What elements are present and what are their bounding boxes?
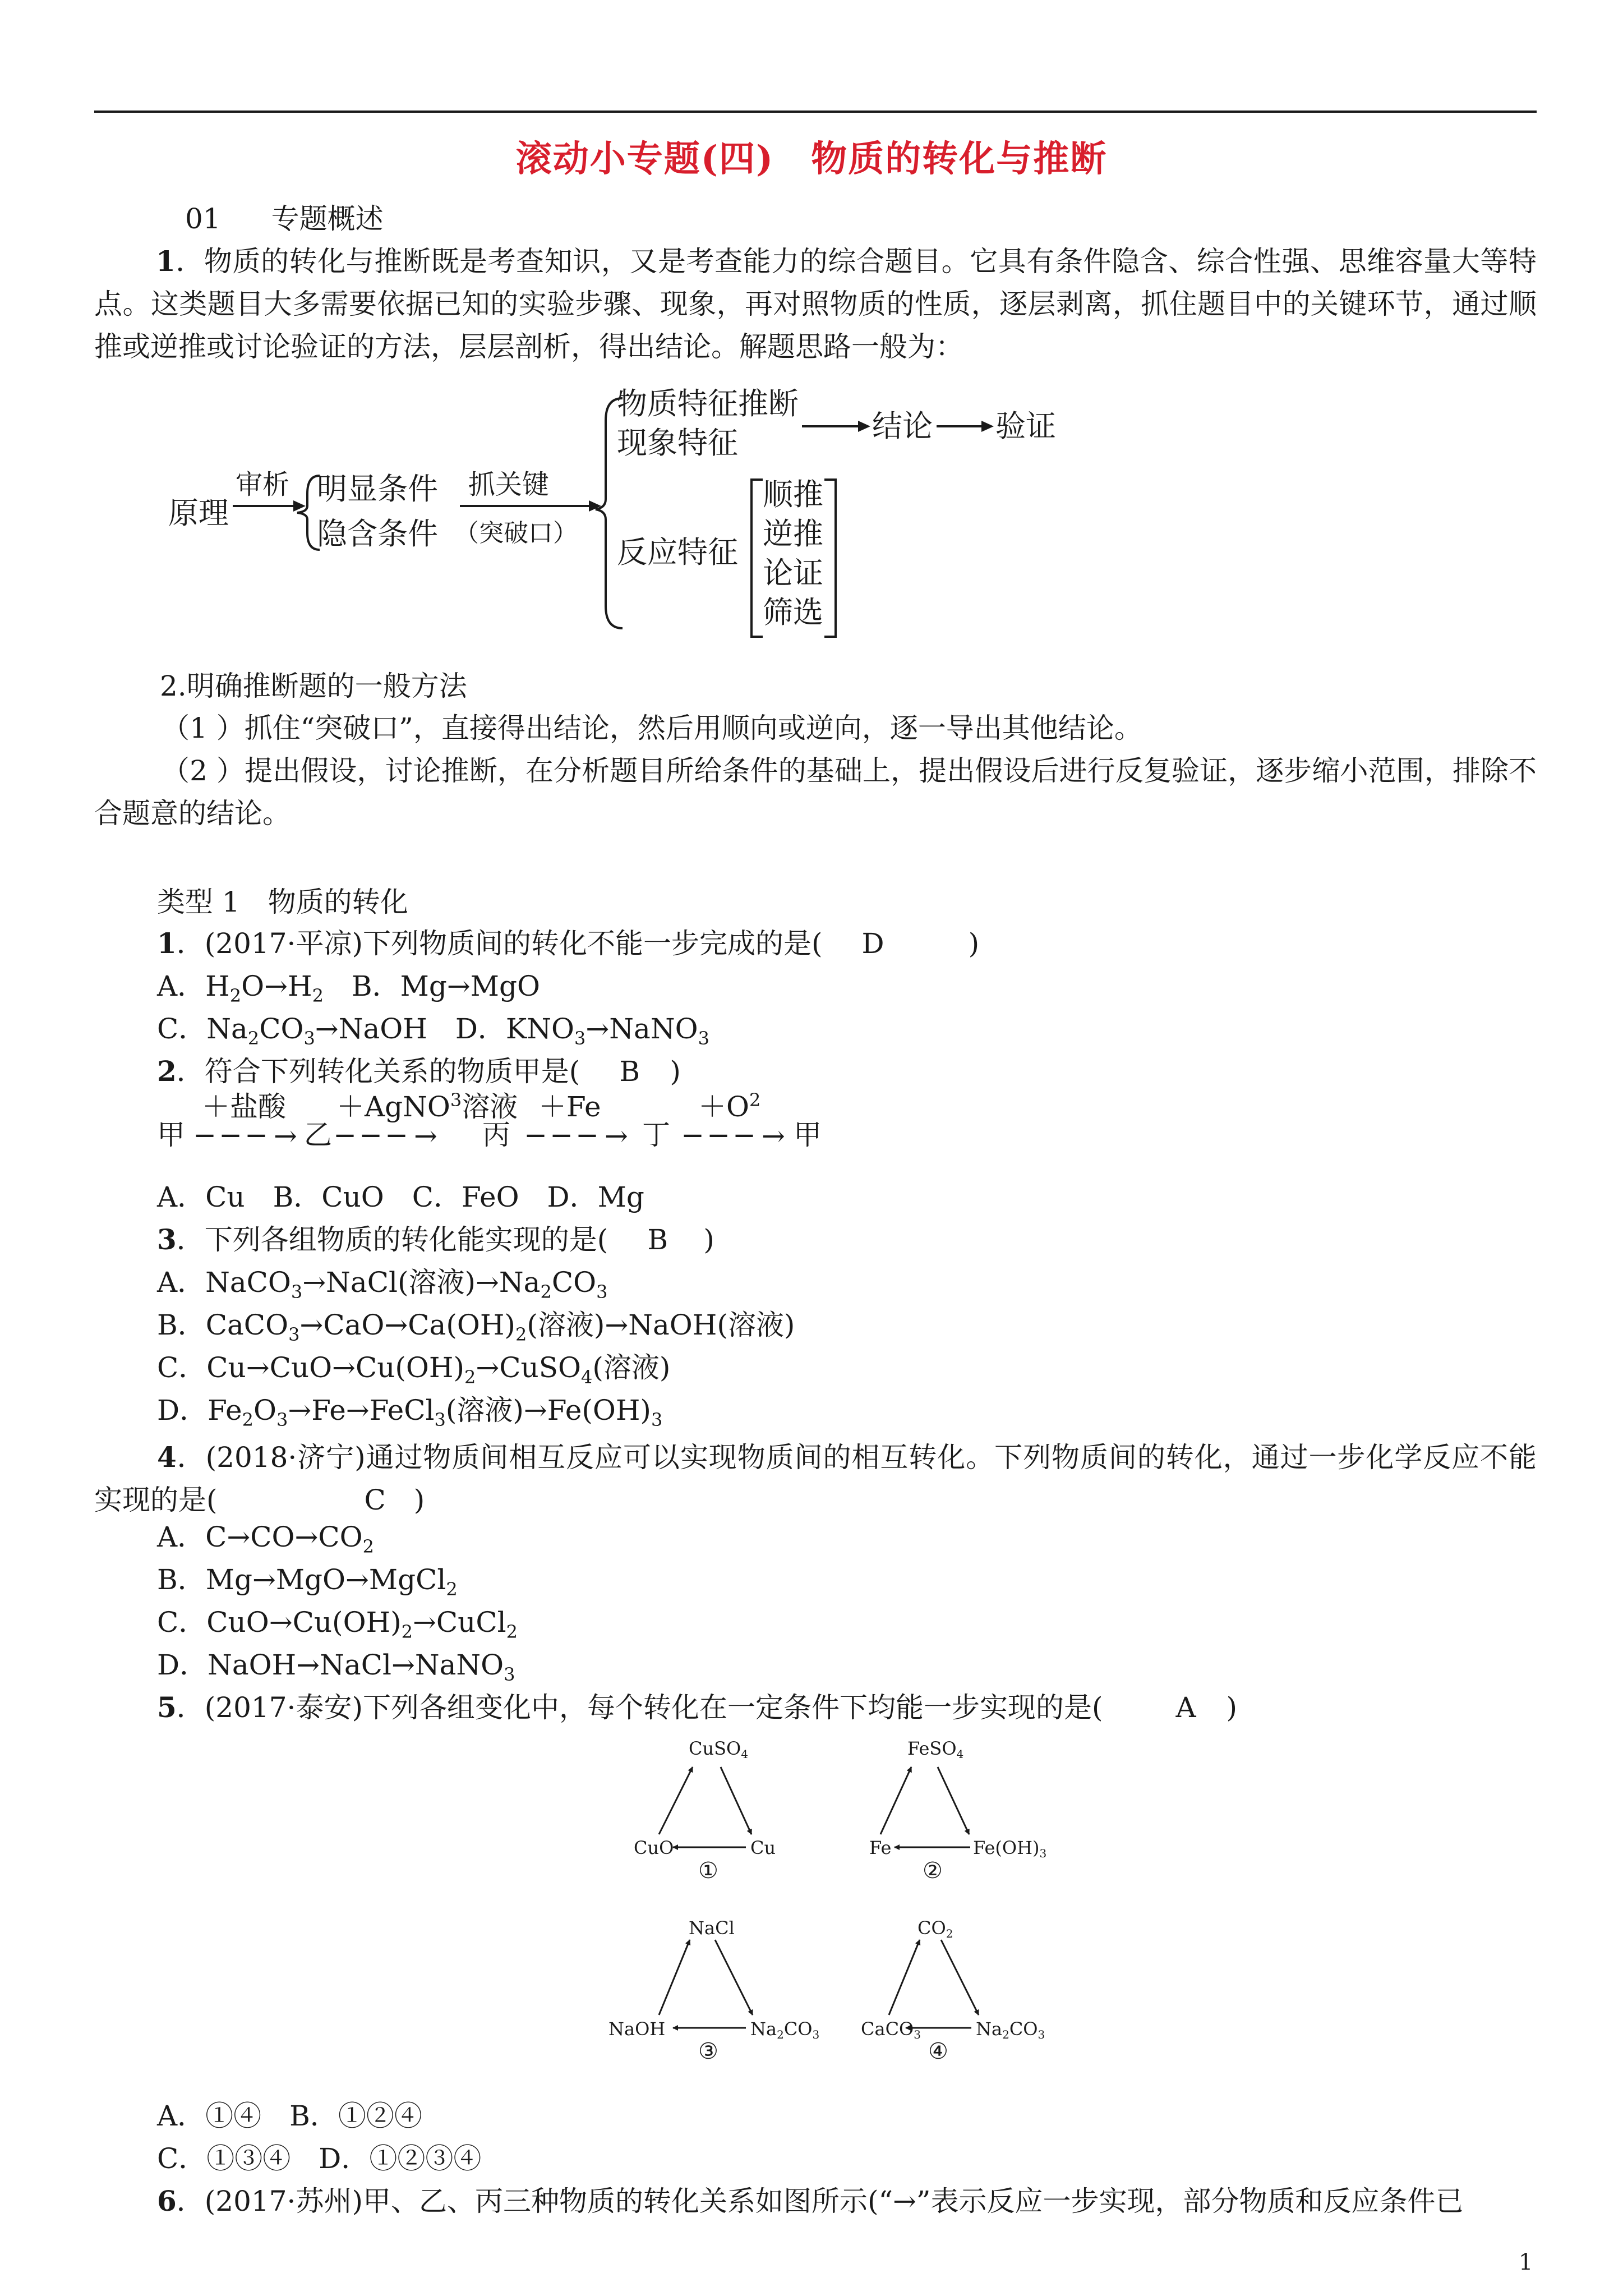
diagram-xianxiang: 现象特征 bbox=[617, 425, 738, 461]
reasoning-diagram bbox=[157, 381, 1056, 645]
top-rule bbox=[94, 111, 1537, 113]
intro-text: ．物质的转化与推断既是考查知识，又是考查能力的综合题目。它具有条件隐含、综合性强、思维容量大等特点。这类题目大多需要依据已知的实验步骤、现象，再对照物质的性质，逐层剥离，抓住题目中的关键环节，通过顺推或逆推或讨论验证的方法，层层剖析，得出结论。解题思路一般为： bbox=[94, 245, 1537, 363]
q2-chain bbox=[157, 1089, 942, 1167]
diagram-yinhan: 隐含条件 bbox=[317, 516, 438, 551]
q2-chain-jia2: 甲 bbox=[794, 1119, 822, 1151]
section-heading bbox=[185, 202, 384, 236]
q2-chain-bing: 丙 bbox=[482, 1119, 510, 1151]
diagram-mingxian: 明显条件 bbox=[317, 471, 438, 507]
diagram-shaixuan: 筛选 bbox=[763, 595, 823, 630]
tri2-label: ② bbox=[923, 1858, 943, 1884]
q5-answer: A bbox=[1175, 1691, 1196, 1724]
q1-options-ab: A．$H_2O\to H_2$ B．Mg→MgO bbox=[157, 970, 540, 1006]
q2-answer: B bbox=[619, 1055, 640, 1088]
diagram-lunzheng: 论证 bbox=[763, 555, 823, 591]
method-item-1: （1 ）抓住“突破口”，直接得出结论，然后用顺向或逆向，逐一导出其他结论。 bbox=[162, 712, 1142, 744]
diagram-yuanli: 原理 bbox=[168, 495, 229, 531]
q2-chain-c2: ＋AgNO bbox=[336, 1091, 450, 1123]
q1-stem: 1．(2017·平凉)下列物质间的转化不能一步完成的是( D ) bbox=[157, 927, 980, 960]
tri4-left: CaCO3 bbox=[861, 2018, 921, 2041]
svg-text:─ ─ ─ →: ─ ─ ─ → bbox=[196, 1120, 297, 1152]
tri4-right: Na2CO3 bbox=[976, 2018, 1045, 2041]
diagram-fanying: 反应特征 bbox=[617, 535, 738, 570]
page-title: 滚动小专题(四) 物质的转化与推断 bbox=[515, 138, 1108, 180]
diagram-zhuaguanjian: 抓关键 bbox=[468, 469, 550, 500]
tri2-right: Fe(OH)3 bbox=[973, 1837, 1047, 1860]
tri3-right: Na2CO3 bbox=[750, 2018, 820, 2041]
tri3-label: ③ bbox=[698, 2039, 718, 2064]
section-label: 专题概述 bbox=[271, 203, 384, 235]
diagram-tupokou: （突破口） bbox=[454, 519, 578, 547]
q2-chain-ding: 丁 bbox=[642, 1119, 670, 1151]
diagram-jielun: 结论 bbox=[872, 408, 933, 444]
q5-stem: 5．(2017·泰安)下列各组变化中，每个转化在一定条件下均能一步实现的是( A ) bbox=[157, 1691, 1237, 1724]
diagram-wuzhi: 物质特征推断 bbox=[617, 386, 799, 421]
q5-options-cd: C．①③④ D．①②③④ bbox=[157, 2142, 482, 2175]
tri2-top: FeSO4 bbox=[907, 1738, 964, 1761]
q1-options-cd: C．$Na_2CO_3\to NaOH$ D．$KNO_3\to NaNO_3$ bbox=[157, 1013, 709, 1049]
q2-chain-c4: ＋O bbox=[698, 1091, 749, 1123]
tri3-left: NaOH bbox=[608, 2018, 666, 2040]
svg-text:─ ─ ─ →: ─ ─ ─ → bbox=[684, 1120, 785, 1152]
type1-heading: 类型 1 物质的转化 bbox=[157, 886, 408, 918]
q2-stem: 2．符合下列转化关系的物质甲是( B ) bbox=[157, 1055, 681, 1088]
diagram-nitui: 逆推 bbox=[763, 516, 823, 551]
tri1-label: ① bbox=[698, 1858, 718, 1884]
q2-chain-c3: ＋Fe bbox=[538, 1091, 601, 1123]
q3-option-d: D．$Fe_2O_3\to Fe\to FeCl_3$(溶液)$\to Fe(OH)_3$ bbox=[157, 1394, 663, 1430]
q2-options: A．Cu B．CuO C．FeO D．Mg bbox=[157, 1181, 644, 1213]
method-title: 2.明确推断题的一般方法 bbox=[160, 670, 467, 702]
q2-chain-jia: 甲 bbox=[157, 1119, 185, 1151]
page-number: 1 bbox=[1519, 2249, 1533, 2275]
q4-option-b: B．Mg→MgO→MgCl$_2$ bbox=[157, 1563, 458, 1600]
tri1-right: Cu bbox=[750, 1837, 776, 1858]
tri1-left: CuO bbox=[634, 1837, 674, 1858]
section-number: 01 bbox=[185, 203, 221, 235]
tri1-top: CuSO4 bbox=[689, 1738, 748, 1761]
diagram-yanzheng: 验证 bbox=[995, 408, 1056, 444]
tri3-top: NaCl bbox=[689, 1917, 735, 1939]
q2-chain-yi: 乙 bbox=[304, 1119, 332, 1151]
diagram-shuntui: 顺推 bbox=[763, 477, 823, 512]
svg-text:─ ─ ─ →: ─ ─ ─ → bbox=[527, 1120, 628, 1152]
q4-stem: 4．(2018·济宁)通过物质间相互反应可以实现物质间的相互转化。下列物质间的转化，通过一步化学反应不能实现的是( C ) bbox=[94, 1436, 1537, 1521]
tri2-left: Fe bbox=[869, 1837, 892, 1858]
q4-option-a: A．$C\to CO\to CO_2$ bbox=[157, 1521, 375, 1557]
tri4-top: CO2 bbox=[917, 1917, 953, 1940]
tri4-label: ④ bbox=[928, 2039, 948, 2064]
q6-stem: 6．(2017·苏州)甲、乙、丙三种物质的转化关系如图所示(“→”表示反应一步实现，部分物质和反应条件已 bbox=[157, 2184, 1464, 2217]
q4-option-d: D．NaOH→NaCl→NaNO$_3$ bbox=[157, 1649, 515, 1685]
svg-text:─ ─ ─ →: ─ ─ ─ → bbox=[336, 1120, 437, 1152]
diagram-shenxi: 审析 bbox=[236, 469, 290, 500]
q3-option-b: B．$CaCO_3\to CaO\to Ca(OH)_2$(溶液)→NaOH(溶液) bbox=[157, 1309, 795, 1345]
svg-text:＋AgNO3溶液: ＋AgNO$^3$溶液 bbox=[336, 1089, 518, 1123]
q3-option-a: A．NaCO$_3$→NaCl(溶液)$\to Na_2CO_3$ bbox=[157, 1266, 608, 1303]
method-item-2: （2 ）提出假设，讨论推断，在分析题目所给条件的基础上，提出假设后进行反复验证，逐步缩小范围，排除不合题意的结论。 bbox=[94, 754, 1537, 830]
q5-options-ab: A．①④ B．①②④ bbox=[157, 2100, 422, 2132]
svg-text:＋O2: $+O^2$ bbox=[698, 1089, 761, 1123]
intro-paragraph bbox=[94, 240, 1537, 368]
q1-answer: D bbox=[861, 927, 884, 960]
q5-triangles bbox=[606, 1728, 1099, 2087]
q3-stem: 3．下列各组物质的转化能实现的是( B ) bbox=[157, 1223, 714, 1256]
q4-answer: C bbox=[364, 1484, 386, 1516]
q4-option-c: C．$CuO\to Cu(OH)_2\to CuCl_2$ bbox=[157, 1606, 518, 1642]
intro-number: 1 bbox=[156, 245, 176, 278]
q3-answer: B bbox=[647, 1223, 668, 1256]
q3-option-c: C．$Cu\to CuO\to Cu(OH)_2\to CuSO_4$(溶液) bbox=[157, 1351, 671, 1388]
q2-chain-c1: ＋盐酸 bbox=[202, 1091, 286, 1123]
